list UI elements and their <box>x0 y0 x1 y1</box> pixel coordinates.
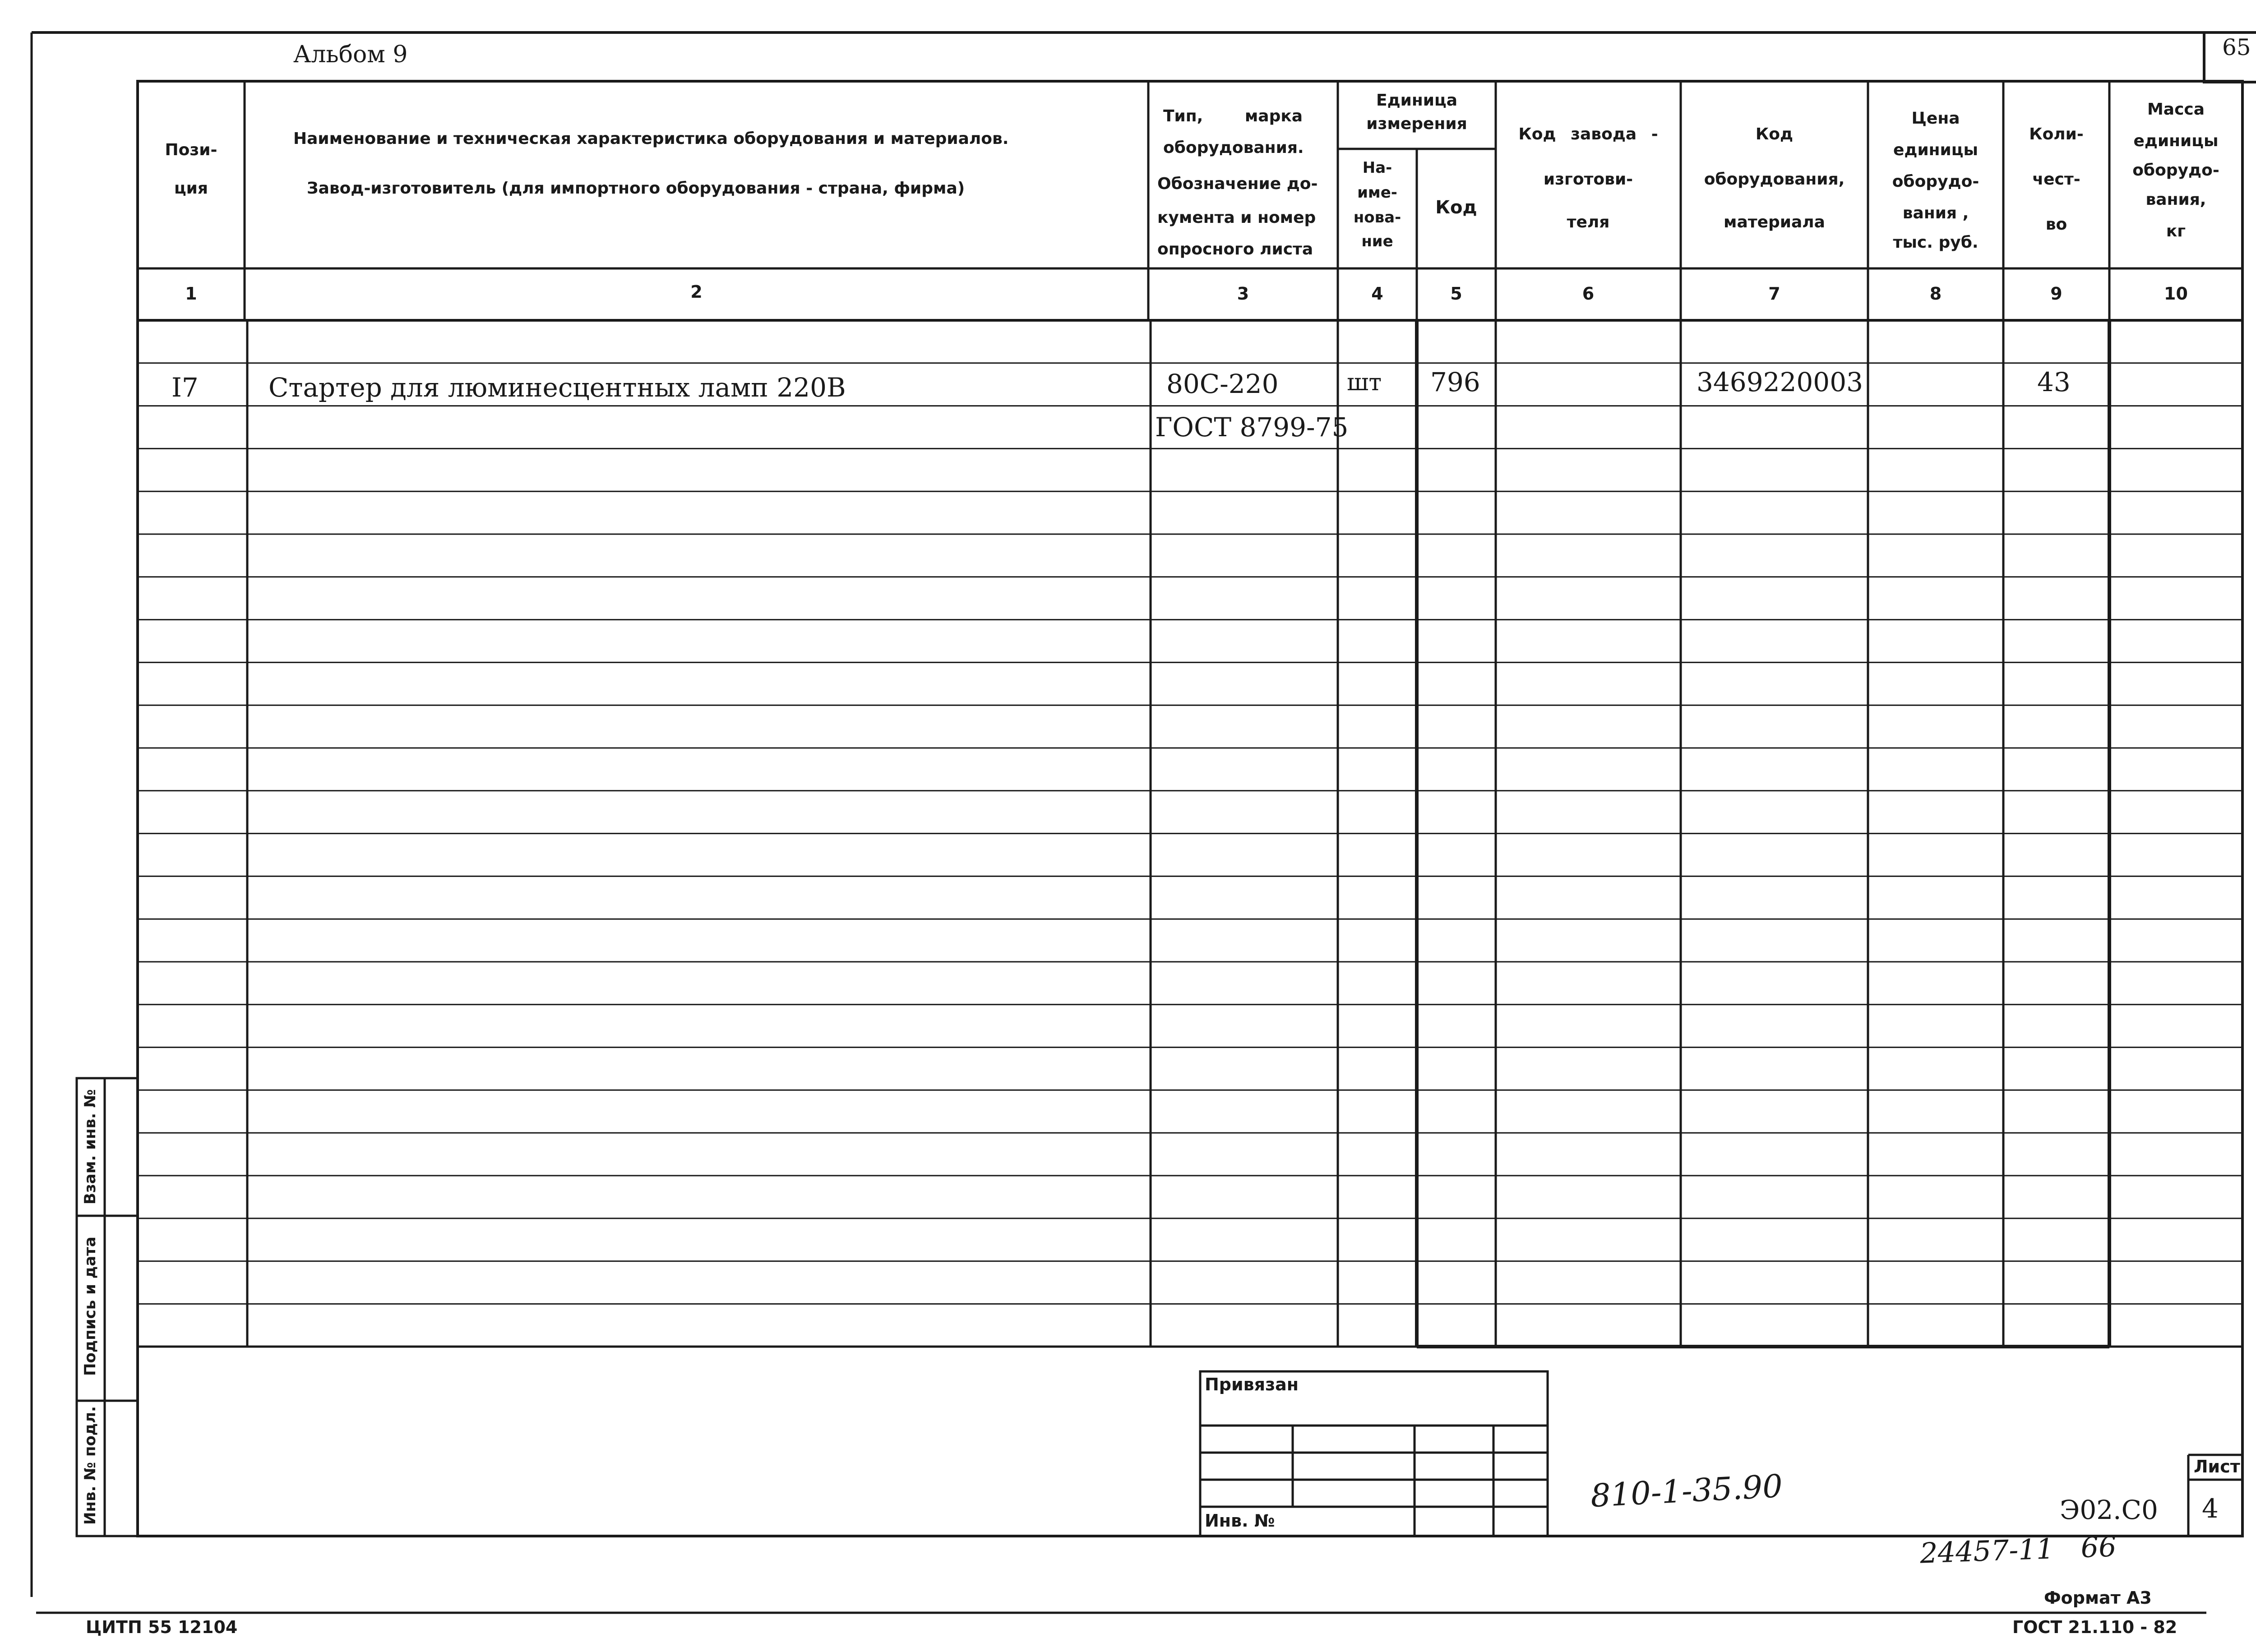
col1-header-l2: ция <box>174 179 208 198</box>
cell-type: 80С-220 <box>1166 369 1279 399</box>
col8-header-l5: тыс. руб. <box>1893 233 1979 252</box>
col4-header-l3: нова- <box>1353 208 1401 226</box>
footer-gost: ГОСТ 21.110 - 82 <box>2012 1617 2177 1637</box>
col3-header-l1: Тип, марка <box>1163 107 1303 125</box>
unit-group-header-l1: Единица <box>1376 91 1457 110</box>
col-number-1: 1 <box>185 284 197 304</box>
cell-quantity: 43 <box>2037 367 2071 397</box>
col3-header-l5: опросного листа <box>1157 240 1313 258</box>
cell-unit: шт <box>1347 369 1382 396</box>
stamp-inv-no: Инв. № <box>1205 1511 1275 1531</box>
col10-header-l2: единицы <box>2133 132 2219 150</box>
col5-header: Код <box>1435 197 1477 218</box>
col4-header-l1: На- <box>1362 159 1392 177</box>
col8-header-l1: Цена <box>1911 109 1960 128</box>
col10-header-l4: вания, <box>2145 190 2206 209</box>
col7-header-l3: материала <box>1724 213 1825 231</box>
page-number: 65 <box>2222 34 2251 60</box>
col-number-9: 9 <box>2050 284 2062 304</box>
footer-left-code: ЦИТП 55 12104 <box>86 1617 238 1637</box>
col2-header-l2: Завод-изготовитель (для импортного оборудования - страна, фирма) <box>307 179 965 198</box>
col-number-8: 8 <box>1929 284 1942 304</box>
col9-header-l3: во <box>2045 215 2067 234</box>
col6-header-l3: теля <box>1567 213 1610 231</box>
row-lines <box>138 363 2242 1304</box>
col6-header-l2: изготови- <box>1543 170 1633 189</box>
col-number-2: 2 <box>690 282 703 302</box>
col3-header-l4: кумента и номер <box>1157 208 1316 227</box>
col6-header-l1: Код завода - <box>1518 125 1658 143</box>
side-label-inv-podl: Инв. № подл. <box>81 1406 99 1525</box>
side-label-podpis-data: Подпись и дата <box>81 1237 99 1376</box>
cell-name: Стартер для люминесцентных ламп 220В <box>268 372 846 403</box>
col-number-3: 3 <box>1237 284 1249 304</box>
col4-header-l2: име- <box>1357 184 1397 202</box>
col9-header-l1: Коли- <box>2029 125 2084 143</box>
col9-header-l2: чест- <box>2032 170 2080 189</box>
col-number-6: 6 <box>1582 284 1595 304</box>
col8-header-l2: единицы <box>1893 141 1979 159</box>
side-label-vzam-inv: Взам. инв. № <box>81 1089 99 1204</box>
album-label: Альбом 9 <box>293 41 408 68</box>
cell-type: ГОСТ 8799-75 <box>1155 412 1349 443</box>
cell-equipment-code: 3469220003 <box>1697 367 1863 397</box>
col-number-7: 7 <box>1768 284 1780 304</box>
cell-unit-code: 796 <box>1430 367 1480 397</box>
col8-header-l4: вания , <box>1902 204 1969 222</box>
col10-header-l5: кг <box>2166 222 2186 240</box>
unit-group-header-l2: измерения <box>1366 115 1467 133</box>
col-number-5: 5 <box>1450 284 1462 304</box>
footer-format: Формат А3 <box>2044 1588 2152 1608</box>
stamp-drawing-code: Э02.С0 <box>2060 1495 2158 1525</box>
stamp-sheet-number: 4 <box>2202 1493 2219 1524</box>
stamp-privyazan: Привязан <box>1205 1375 1299 1394</box>
col3-header-l3: Обозначение до- <box>1157 175 1318 193</box>
col-number-4: 4 <box>1371 284 1383 304</box>
cell-position: I7 <box>171 372 199 403</box>
handwritten-note: 24457-11 66 <box>1919 1530 2117 1570</box>
col8-header-l3: оборудо- <box>1892 172 1979 191</box>
stamp-sheet-label: Лист <box>2194 1457 2240 1477</box>
col3-header-l2: оборудования. <box>1163 138 1304 157</box>
col2-header-l1: Наименование и техническая характеристика оборудования и материалов. <box>293 129 1009 148</box>
col7-header-l2: оборудования, <box>1704 170 1845 189</box>
col7-header-l1: Код <box>1755 125 1794 143</box>
col1-header-l1: Пози- <box>165 141 217 159</box>
col4-header-l4: ние <box>1361 232 1393 250</box>
col-number-10: 10 <box>2164 284 2188 304</box>
col10-header-l1: Масса <box>2147 100 2205 119</box>
stamp-document-code: 810-1-35.90 <box>1590 1467 1784 1515</box>
col10-header-l3: оборудо- <box>2132 161 2219 180</box>
